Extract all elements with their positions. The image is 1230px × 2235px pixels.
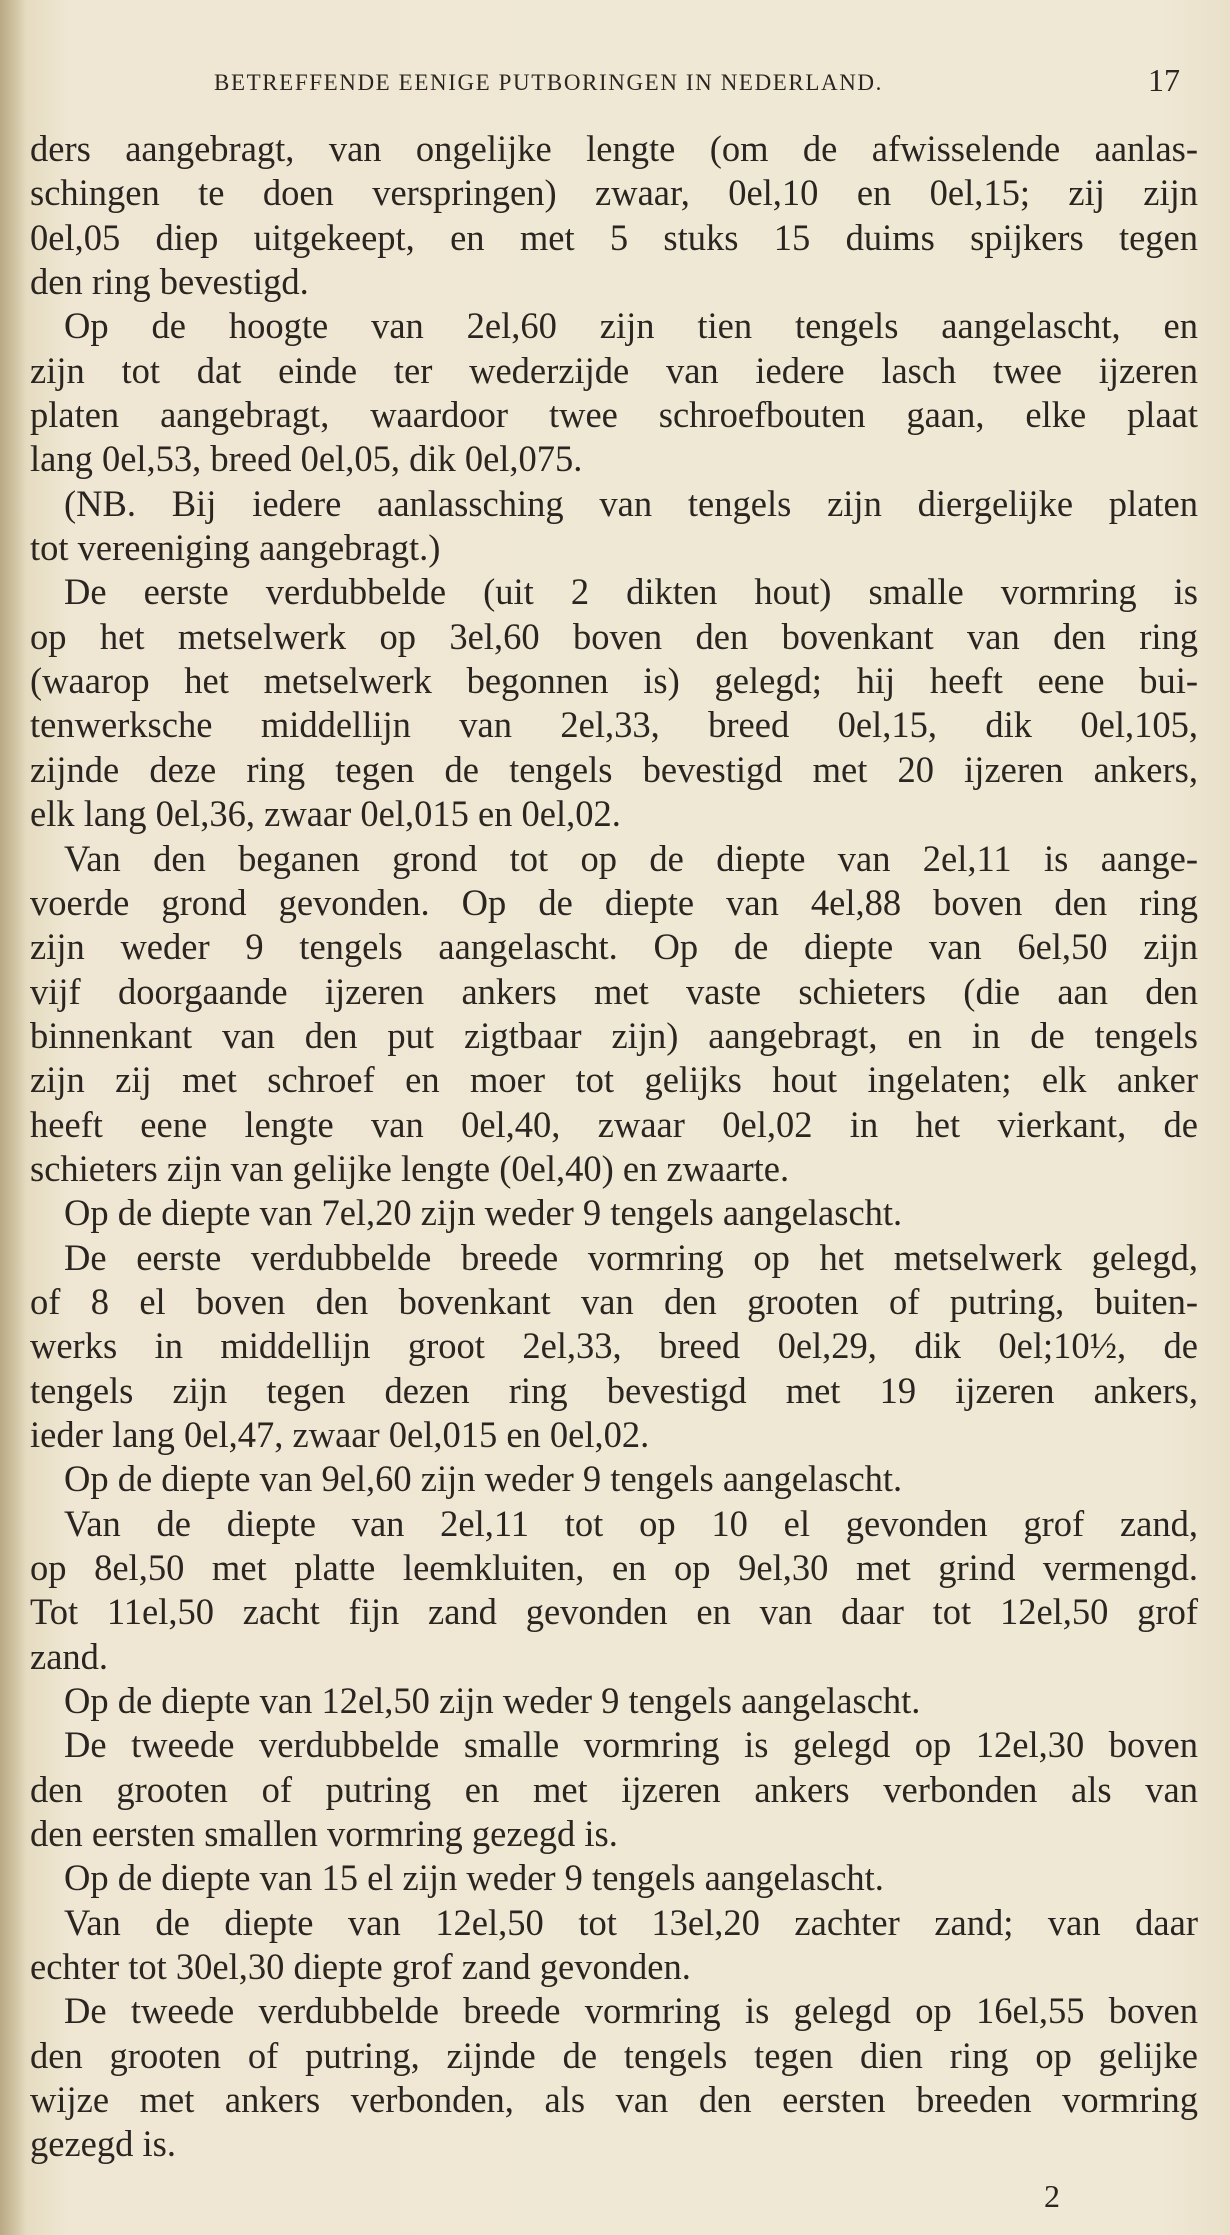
text-line: schieters zijn van gelijke lengte (0el,40) en zwaarte. <box>30 1147 790 1189</box>
text-line: zijn tot dat einde ter wederzijde van iedere lasch twee ijzeren <box>30 349 1198 391</box>
text-line: ders aangebragt, van ongelijke lengte (om de afwisselende aanlas- <box>30 128 1198 169</box>
text-line: tengels zijn tegen dezen ring bevestigd met 19 ijzeren ankers, <box>30 1369 1198 1411</box>
text-line: elk lang 0el,36, zwaar 0el,015 en 0el,02. <box>30 793 621 835</box>
text-line: op het metselwerk op 3el,60 boven den bovenkant van den ring <box>30 615 1198 657</box>
text-line: zijn weder 9 tengels aangelascht. Op de diepte van 6el,50 zijn <box>30 926 1198 968</box>
text-line: De eerste verdubbelde breede vormring op het metselwerk gelegd, <box>64 1236 1198 1278</box>
spine-shadow <box>0 0 26 2235</box>
page-number: 17 <box>1148 62 1180 98</box>
text-line: wijze met ankers verbonden, als van den eersten breeden vormring <box>30 2079 1198 2121</box>
text-line: Van de diepte van 12el,50 tot 13el,20 zachter zand; van daar <box>64 1901 1198 1943</box>
text-line: Op de diepte van 12el,50 zijn weder 9 tengels aangelascht. <box>64 1680 921 1722</box>
text-line: De tweede verdubbelde smalle vormring is gelegd op 12el,30 boven <box>64 1724 1198 1766</box>
text-line: den grooten of putring en met ijzeren ankers verbonden als van <box>30 1768 1198 1810</box>
text-line: Op de diepte van 7el,20 zijn weder 9 tengels aangelascht. <box>64 1192 903 1234</box>
text-line: den eersten smallen vormring gezegd is. <box>30 1813 618 1855</box>
text-line: zijnde deze ring tegen de tengels bevestigd met 20 ijzeren ankers, <box>30 748 1198 790</box>
text-line: (NB. Bij iedere aanlassching van tengels zijn diergelijke platen <box>64 482 1198 524</box>
text-line: platen aangebragt, waardoor twee schroefbouten gaan, elke plaat <box>30 394 1198 436</box>
text-line: Op de hoogte van 2el,60 zijn tien tengels aangelascht, en <box>64 305 1198 347</box>
text-line: tot vereeniging aangebragt.) <box>30 527 441 569</box>
text-line: Van den beganen grond tot op de diepte van 2el,11 is aange- <box>64 837 1198 879</box>
text-line: den ring bevestigd. <box>30 261 309 303</box>
running-title: BETREFFENDE EENIGE PUTBORINGEN IN NEDERLAND. <box>214 70 883 95</box>
text-line: vijf doorgaande ijzeren ankers met vaste schieters (die aan den <box>30 970 1198 1012</box>
text-line: 0el,05 diep uitgekeept, en met 5 stuks 15 duims spijkers tegen <box>30 216 1198 258</box>
text-line: den grooten of putring, zijnde de tengels tegen dien ring op gelijke <box>30 2034 1198 2076</box>
text-line: op 8el,50 met platte leemkluiten, en op 9el,30 met grind vermengd. <box>30 1547 1198 1588</box>
text-line: ieder lang 0el,47, zwaar 0el,015 en 0el,02. <box>30 1413 650 1455</box>
text-line: lang 0el,53, breed 0el,05, dik 0el,075. <box>30 438 583 480</box>
text-line: heeft eene lengte van 0el,40, zwaar 0el,02 in het vierkant, de <box>30 1103 1198 1145</box>
text-line: binnenkant van den put zigtbaar zijn) aangebragt, en in de tengels <box>30 1014 1198 1056</box>
text-line: zand. <box>30 1635 109 1677</box>
text-line: (waarop het metselwerk begonnen is) gelegd; hij heeft eene bui- <box>30 660 1198 702</box>
text-line: Tot 11el,50 zacht fijn zand gevonden en van daar tot 12el,50 grof <box>30 1591 1198 1633</box>
text-line: gezegd is. <box>30 2123 176 2165</box>
body-text <box>30 127 1198 2167</box>
text-line: De tweede verdubbelde breede vormring is gelegd op 16el,55 boven <box>64 1990 1198 2032</box>
text-line: Van de diepte van 2el,11 tot op 10 el gevonden grof zand, <box>64 1502 1198 1544</box>
text-line: Op de diepte van 15 el zijn weder 9 tengels aangelascht. <box>64 1857 884 1899</box>
text-line: echter tot 30el,30 diepte grof zand gevonden. <box>30 1946 691 1988</box>
text-line: schingen te doen verspringen) zwaar, 0el,10 en 0el,15; zij zijn <box>30 172 1198 214</box>
text-line: tenwerksche middellijn van 2el,33, breed 0el,15, dik 0el,105, <box>30 704 1198 746</box>
text-line: of 8 el boven den bovenkant van den grooten of putring, buiten- <box>30 1280 1198 1322</box>
text-line: De eerste verdubbelde (uit 2 dikten hout) smalle vormring is <box>64 571 1198 613</box>
text-line: Op de diepte van 9el,60 zijn weder 9 tengels aangelascht. <box>64 1458 903 1500</box>
text-line: zijn zij met schroef en moer tot gelijks hout ingelaten; elk anker <box>30 1059 1198 1101</box>
text-line: werks in middellijn groot 2el,33, breed 0el,29, dik 0el;10½, de <box>30 1325 1198 1367</box>
text-line: voerde grond gevonden. Op de diepte van 4el,88 boven den ring <box>30 881 1198 923</box>
page-header <box>0 62 1230 102</box>
signature-mark: 2 <box>1044 2178 1060 2214</box>
